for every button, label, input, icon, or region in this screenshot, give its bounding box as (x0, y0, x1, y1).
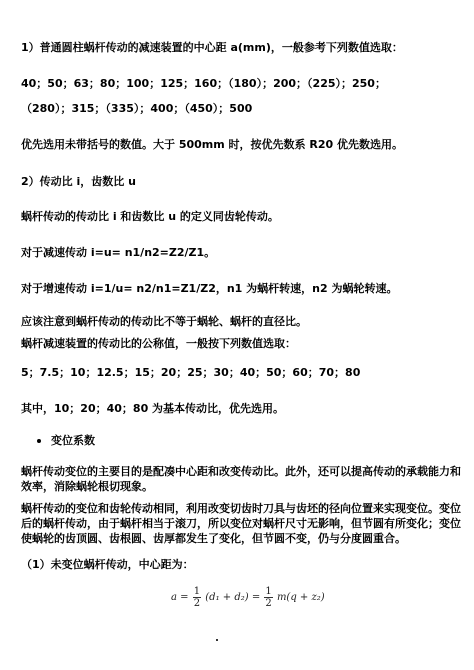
nominal-ratio-values: 5；7.5；10；12.5；15；20；25；30；40；50；60；70；80 (21, 366, 361, 379)
unshifted-center-distance-heading: （1）未变位蜗杆传动，中心距为： (21, 558, 194, 571)
preferred-values-note: 优先选用未带括号的数值。大于 500mm 时，按优先数系 R20 优先数选用。 (21, 138, 403, 151)
formula-rhs: m(q + z₂) (276, 592, 325, 603)
increase-ratio-line: 对于增速传动 i=1/u= n2/n1=Z1/Z2，n1 为蜗杆转速，n2 为蜗轮转速。 (21, 282, 398, 295)
bullet-point (37, 439, 41, 443)
fraction1-numerator: 1 (193, 586, 201, 597)
center-distance-values-line2: （280）；315；（335）；400；（450）；500 (21, 102, 253, 115)
bullet-heading-shift-coefficient: 变位系数 (51, 434, 95, 447)
formula-lhs: a = (171, 592, 189, 603)
section1-heading: 1）普通圆柱蜗杆传动的减速装置的中心距 a(mm)，一般参考下列数值选取： (21, 41, 403, 54)
paragraph-shift-purpose: 蜗杆传动变位的主要目的是配凑中心距和改变传动比。此外，还可以提高传动的承载能力和效率，消除蜗轮根切现象。 (21, 465, 461, 493)
fraction2-numerator: 1 (265, 586, 272, 597)
fraction2-denominator: 2 (265, 598, 272, 609)
ratio-definition: 蜗杆传动的传动比 i 和齿数比 u 的定义同齿轮传动。 (21, 210, 279, 223)
fraction1-denominator: 2 (193, 598, 201, 609)
formula-fraction-2 (264, 586, 272, 609)
center-distance-values-line1: 40；50；63；80；100；125；160；（180）；200；（225）；250； (21, 77, 386, 90)
formula-fraction-1 (193, 586, 201, 609)
reduction-ratio-line: 对于减速传动 i=u= n1/n2=Z2/Z1。 (21, 246, 216, 259)
paragraph-shift-method: 蜗杆传动的变位和齿轮传动相同，利用改变切齿时刀具与齿坯的径向位置来实现变位。变位后的蜗杆传动，由于蜗杆相当于滚刀，所以变位对蜗杆尺寸无影响，但节圆有所变化；变位使蜗轮的齿顶圆、齿根圆、齿厚都发生了变化，但节圆不变，仍与分度圆重合。 (21, 502, 461, 545)
formula-middle: (d₁ + d₂) = (205, 592, 261, 603)
stray-dot-mark (216, 639, 218, 641)
diameter-ratio-note: 应该注意到蜗杆传动的传动比不等于蜗轮、蜗杆的直径比。 (21, 315, 307, 328)
basic-ratio-note: 其中，10；20；40；80 为基本传动比，优先选用。 (21, 402, 285, 415)
section2-heading: 2）传动比 i，齿数比 u (21, 175, 136, 188)
center-distance-formula (171, 586, 325, 609)
nominal-ratio-intro: 蜗杆减速装置的传动比的公称值，一般按下列数值选取： (21, 337, 296, 350)
